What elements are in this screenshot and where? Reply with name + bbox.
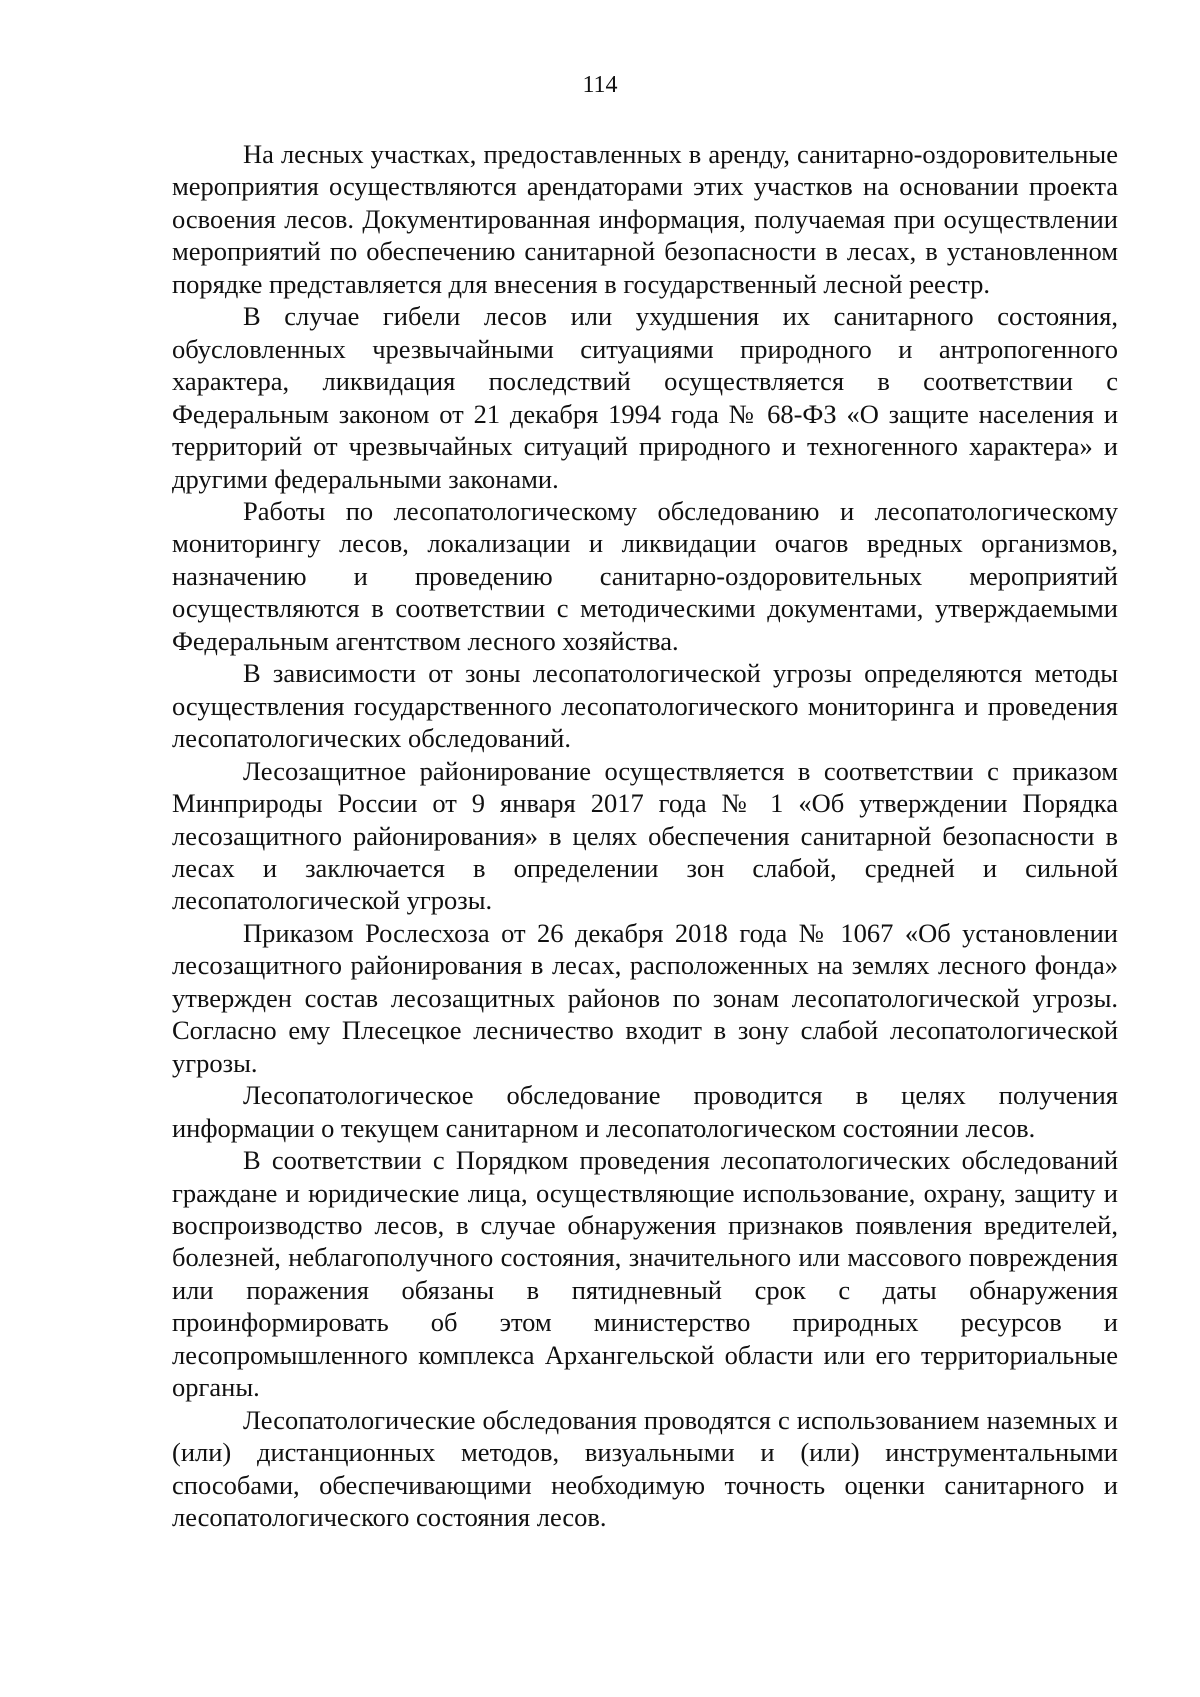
paragraph-threat-zone-methods: В зависимости от зоны лесопатологической угрозы определяются методы осуществления государственного лесопатологического мониторинга и проведения лесопатологических обследований. [172,658,1118,754]
paragraph-emergency-consequences: В случае гибели лесов или ухудшения их санитарного состояния, обусловленных чрезвычайными ситуациями природного и антропогенного характера, ликвидация последствий осуществляется в соответствии с Федеральным законом от 21 декабря 1994 года № 68-ФЗ «О защите населения и территорий от чрезвычайных ситуаций природного и техногенного характера» и другими федеральными законами. [172,301,1118,494]
paragraph-survey-purpose: Лесопатологическое обследование проводится в целях получения информации о текущем санитарном и лесопатологическом состоянии лесов. [172,1080,1118,1143]
paragraph-forest-protection-zoning: Лесозащитное районирование осуществляется в соответствии с приказом Минприроды России от 9 января 2017 года № 1 «Об утверждении Порядка лесозащитного районирования» в целях обеспечения санитарной безопасности в лесах и заключается в определении зон слабой, средней и сильной лесопатологической угрозы. [172,755,1118,916]
document-body [172,138,1118,1533]
paragraph-forest-pathology-works: Работы по лесопатологическому обследованию и лесопатологическому мониторингу лесов, локализации и ликвидации очагов вредных организмов, назначению и проведению санитарно-оздоровительных мероприятий осуществляются в соответствии с методическими документами, утверждаемыми Федеральным агентством лесного хозяйства. [172,495,1118,656]
paragraph-notification-obligation: В соответствии с Порядком проведения лесопатологических обследований граждане и юридические лица, осуществляющие использование, охрану, защиту и воспроизводство лесов, в случае обнаружения признаков появления вредителей, болезней, неблагополучного состояния, значительного или массового повреждения или поражения обязаны в пятидневный срок с даты обнаружения проинформировать об этом министерство природных ресурсов и лесопромышленного комплекса Архангельской области или его территориальные органы. [172,1145,1118,1403]
paragraph-rosleskhoz-order: Приказом Рослесхоза от 26 декабря 2018 года № 1067 «Об установлении лесозащитного районирования в лесах, расположенных на землях лесного фонда» утвержден состав лесозащитных районов по зонам лесопатологической угрозы. Согласно ему Плесецкое лесничество входит в зону слабой лесопатологической угрозы. [172,917,1118,1078]
paragraph-survey-methods: Лесопатологические обследования проводятся с использованием наземных и (или) дистанционных методов, визуальными и (или) инструментальными способами, обеспечивающими необходимую точность оценки санитарного и лесопатологического состояния лесов. [172,1404,1118,1533]
page-number: 114 [582,72,618,98]
paragraph-lease-sanitary-measures: На лесных участках, предоставленных в аренду, санитарно-оздоровительные мероприятия осуществляются арендаторами этих участков на основании проекта освоения лесов. Документированная информация, получаемая при осуществлении мероприятий по обеспечению санитарной безопасности в лесах, в установленном порядке представляется для внесения в государственный лесной реестр. [172,139,1118,299]
